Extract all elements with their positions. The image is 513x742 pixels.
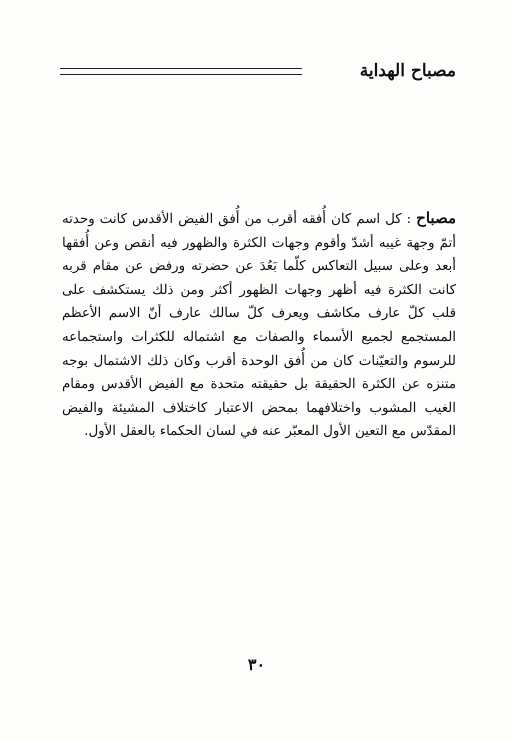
running-header [60, 58, 458, 88]
header-rule-bottom [60, 74, 302, 75]
body-paragraph [62, 207, 456, 444]
header-rule-top [60, 68, 302, 69]
page-number: ٣٠ [247, 655, 266, 674]
running-header-title: مصباح الهداية [306, 58, 458, 86]
paragraph-text: : كل اسم كان أُفقه أقرب من أُفق الفيض الأقدس كانت وحدته أتمّ وجهة غيبه أشدّ وأقوم وجهات الكثرة والظهور فيه أنقص وعن أُفقها أبعد وعلى سبيل التعاكس كلّما بَعُدَ عن حضرته ورفض عن مقام قربه كانت الكثرة فيه أظهر وجهات الظهور أكثر ومن ذلك يستكشف على قلب كلّ عارف مكاشف ويعرف كلّ سالك عارف أنّ الاسم الأعظم المستجمع لجميع الأسماء والصفات مع اشتماله للكثرات واستجماعه للرسوم والتعيّنات كان من أُفق الوحدة أقرب وكان ذلك الاشتمال بوجه متنزه عن الكثرة الحقيقة بل حقيقته متحدة مع الفيض الأقدس ومقام الغيب المشوب واختلافهما بمحض الاعتبار كاختلاف المشيئة والفيض المقدّس مع التعين الأول المعبّر عنه في لسان الحكماء بالعقل الأول. [62, 212, 456, 440]
paragraph-lead-word: مصباح [416, 209, 456, 227]
